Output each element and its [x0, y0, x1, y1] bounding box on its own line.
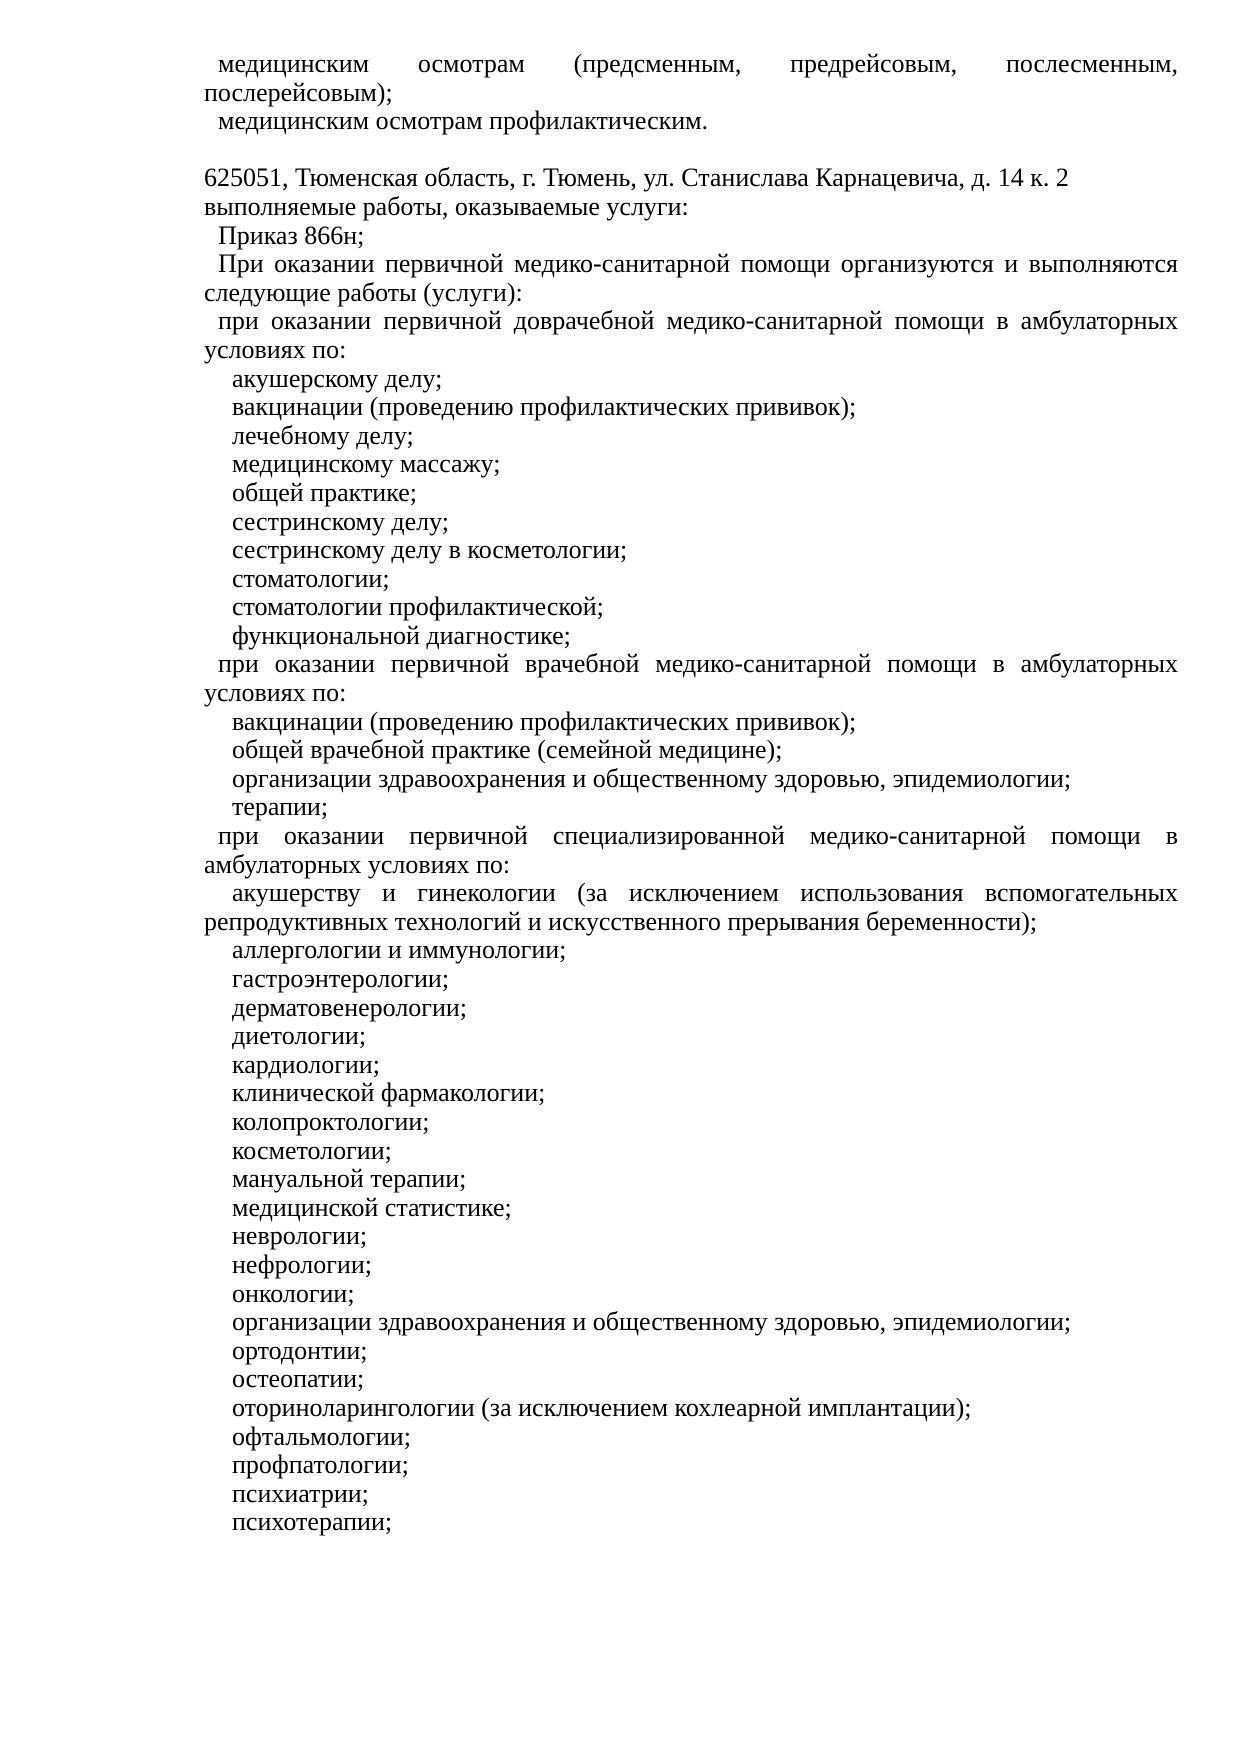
text-line: медицинскому массажу; [232, 449, 501, 479]
text-line: акушерству и гинекологии (за исключением использования вспомогательных [232, 878, 1178, 908]
text-line: неврологии; [232, 1221, 368, 1251]
text-line: медицинским осмотрам профилактическим. [218, 106, 709, 136]
text-line: вакцинации (проведению профилактических прививок); [232, 392, 857, 422]
text-line: медицинской статистике; [232, 1192, 512, 1222]
text-line: следующие работы (услуги): [204, 277, 523, 307]
text-line: дерматовенерологии; [232, 992, 468, 1022]
text-line: нефрологии; [232, 1249, 372, 1279]
text-line: психотерапии; [232, 1507, 393, 1537]
text-line: косметологии; [232, 1135, 392, 1165]
text-line: амбулаторных условиях по: [204, 849, 511, 879]
text-line: функциональной диагностике; [232, 620, 571, 650]
text-line: при оказании первичной доврачебной медико-санитарной помощи в амбулаторных [218, 306, 1178, 336]
text-line: при оказании первичной врачебной медико-санитарной помощи в амбулаторных [218, 649, 1178, 679]
text-line: онкологии; [232, 1278, 355, 1308]
text-line: диетологии; [232, 1021, 367, 1051]
text-line: остеопатии; [232, 1364, 365, 1394]
text-line: мануальной терапии; [232, 1164, 467, 1194]
text-line: оториноларингологии (за исключением кохлеарной имплантации); [232, 1392, 972, 1422]
text-line: клинической фармакологии; [232, 1078, 546, 1108]
text-line: гастроэнтерологии; [232, 964, 450, 993]
text-line: аллергологии и иммунологии; [232, 935, 567, 965]
text-line: условиях по: [204, 678, 347, 708]
text-line: общей врачебной практике (семейной медицине); [232, 735, 783, 765]
text-line: общей практике; [232, 477, 417, 507]
text-line: послерейсовым); [204, 77, 393, 107]
text-line: медицинским осмотрам (предсменным, предрейсовым, послесменным, [218, 49, 1178, 78]
text-line: при оказании первичной специализированной медико-санитарной помощи в [218, 821, 1178, 851]
text-line: терапии; [232, 792, 329, 822]
text-line: При оказании первичной медико-санитарной помощи организуются и выполняются [218, 249, 1178, 279]
text-line: выполняемые работы, оказываемые услуги: [204, 191, 689, 221]
text-line: профпатологии; [232, 1450, 409, 1480]
text-line: кардиологии; [232, 1049, 380, 1079]
text-line: репродуктивных технологий и искусственного прерывания беременности); [204, 906, 1038, 936]
text-line: сестринскому делу; [232, 506, 450, 536]
text-line: организации здравоохранения и общественному здоровью, эпидемиологии; [232, 1307, 1072, 1337]
text-line: условиях по: [204, 334, 347, 364]
text-line: акушерскому делу; [232, 363, 443, 393]
text-line: стоматологии; [232, 563, 390, 593]
text-line: лечебному делу; [232, 420, 414, 450]
text-line: стоматологии профилактической; [232, 592, 604, 622]
text-line: сестринскому делу в косметологии; [232, 535, 628, 565]
blank-line [204, 136, 1178, 165]
text-line: организации здравоохранения и общественному здоровью, эпидемиологии; [232, 763, 1072, 793]
text-line: психиатрии; [232, 1478, 369, 1508]
text-line: 625051, Тюменская область, г. Тюмень, ул. Станислава Карнацевича, д. 14 к. 2 [204, 163, 1069, 193]
text-line: офтальмологии; [232, 1421, 411, 1451]
text-line: Приказ 866н; [218, 220, 365, 250]
text-line: вакцинации (проведению профилактических прививок); [232, 706, 857, 736]
text-line: колопроктологии; [232, 1106, 430, 1136]
text-line: ортодонтии; [232, 1335, 368, 1365]
